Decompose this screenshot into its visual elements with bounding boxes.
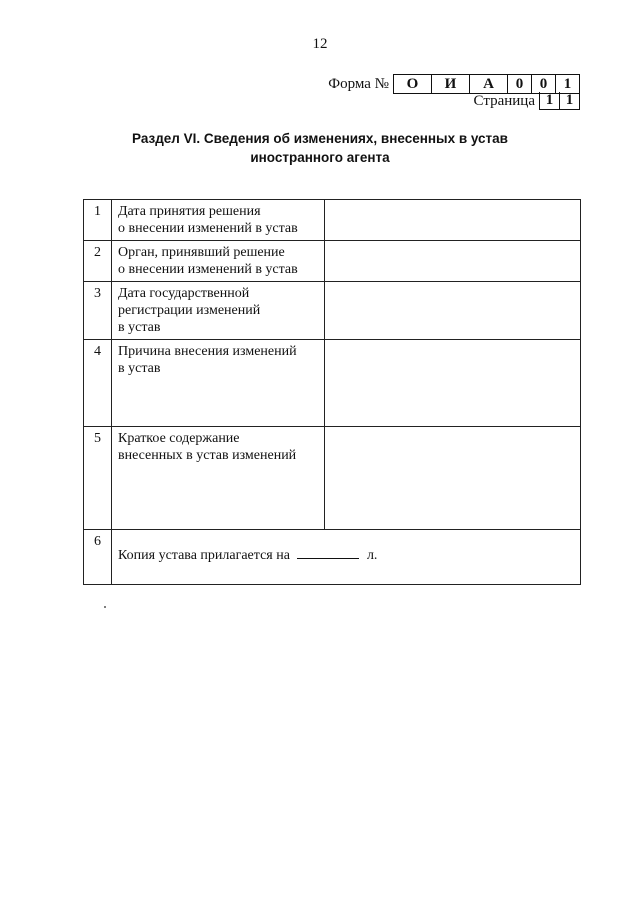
page-number: 12 xyxy=(312,36,328,52)
form-code-cell: А xyxy=(469,75,507,93)
section-title-line: иностранного агента xyxy=(250,150,390,165)
registration-date-field[interactable] xyxy=(325,282,581,340)
table-row xyxy=(84,200,581,241)
form-number-label: Форма № xyxy=(328,75,389,92)
row-label-line: Дата принятия решения xyxy=(118,204,261,219)
row-label xyxy=(112,340,325,427)
sheet-count-field[interactable] xyxy=(297,546,359,559)
change-summary-field[interactable] xyxy=(325,427,581,530)
decision-body-field[interactable] xyxy=(325,241,581,282)
form-code-cell: И xyxy=(431,75,469,93)
form-code-cell: 1 xyxy=(555,75,579,93)
scan-speck xyxy=(104,606,106,608)
page-code-boxes xyxy=(539,92,580,110)
form-number xyxy=(328,74,580,94)
form-code-cell: 0 xyxy=(531,75,555,93)
page-code xyxy=(474,92,580,110)
changes-table xyxy=(83,199,581,585)
row-label-line: Орган, принявший решение xyxy=(118,245,285,260)
row-number: 2 xyxy=(84,241,112,282)
form-code-boxes xyxy=(393,74,580,94)
row-label-line: в устав xyxy=(118,320,161,335)
row-label-line: регистрации изменений xyxy=(118,303,261,318)
table-row xyxy=(84,282,581,340)
page-code-cell: 1 xyxy=(559,92,579,109)
form-code-cell: 0 xyxy=(507,75,531,93)
row-number: 1 xyxy=(84,200,112,241)
row-label-line: Краткое содержание xyxy=(118,431,240,446)
row-number: 3 xyxy=(84,282,112,340)
decision-date-field[interactable] xyxy=(325,200,581,241)
row-label-line: Причина внесения изменений xyxy=(118,344,297,359)
charter-copy-text: Копия устава прилагается на xyxy=(118,548,290,563)
table-row xyxy=(84,340,581,427)
row-label-line: в устав xyxy=(118,361,161,376)
row-label-line: о внесении изменений в устав xyxy=(118,221,298,236)
form-code-cell: О xyxy=(406,76,419,92)
row-number: 6 xyxy=(84,530,112,585)
row-label xyxy=(112,282,325,340)
row-label-line: внесенных в устав изменений xyxy=(118,448,297,463)
row-number: 5 xyxy=(84,427,112,530)
row-label xyxy=(112,427,325,530)
table-row xyxy=(84,241,581,282)
row-number: 4 xyxy=(84,340,112,427)
row-label xyxy=(112,241,325,282)
section-title-line: Раздел VI. Сведения об изменениях, внесенных в устав xyxy=(132,131,508,146)
page-code-cell: 1 xyxy=(545,92,554,108)
charter-copy-line xyxy=(118,546,574,564)
charter-copy-suffix: л. xyxy=(366,548,378,563)
table-row xyxy=(84,530,581,585)
row-label xyxy=(112,200,325,241)
change-reason-field[interactable] xyxy=(325,340,581,427)
charter-copy-cell xyxy=(112,530,581,585)
table-row xyxy=(84,427,581,530)
row-label-line: Дата государственной xyxy=(118,286,250,301)
page-code-label: Страница xyxy=(473,92,535,109)
row-label-line: о внесении изменений в устав xyxy=(118,262,298,277)
section-title xyxy=(0,129,640,167)
